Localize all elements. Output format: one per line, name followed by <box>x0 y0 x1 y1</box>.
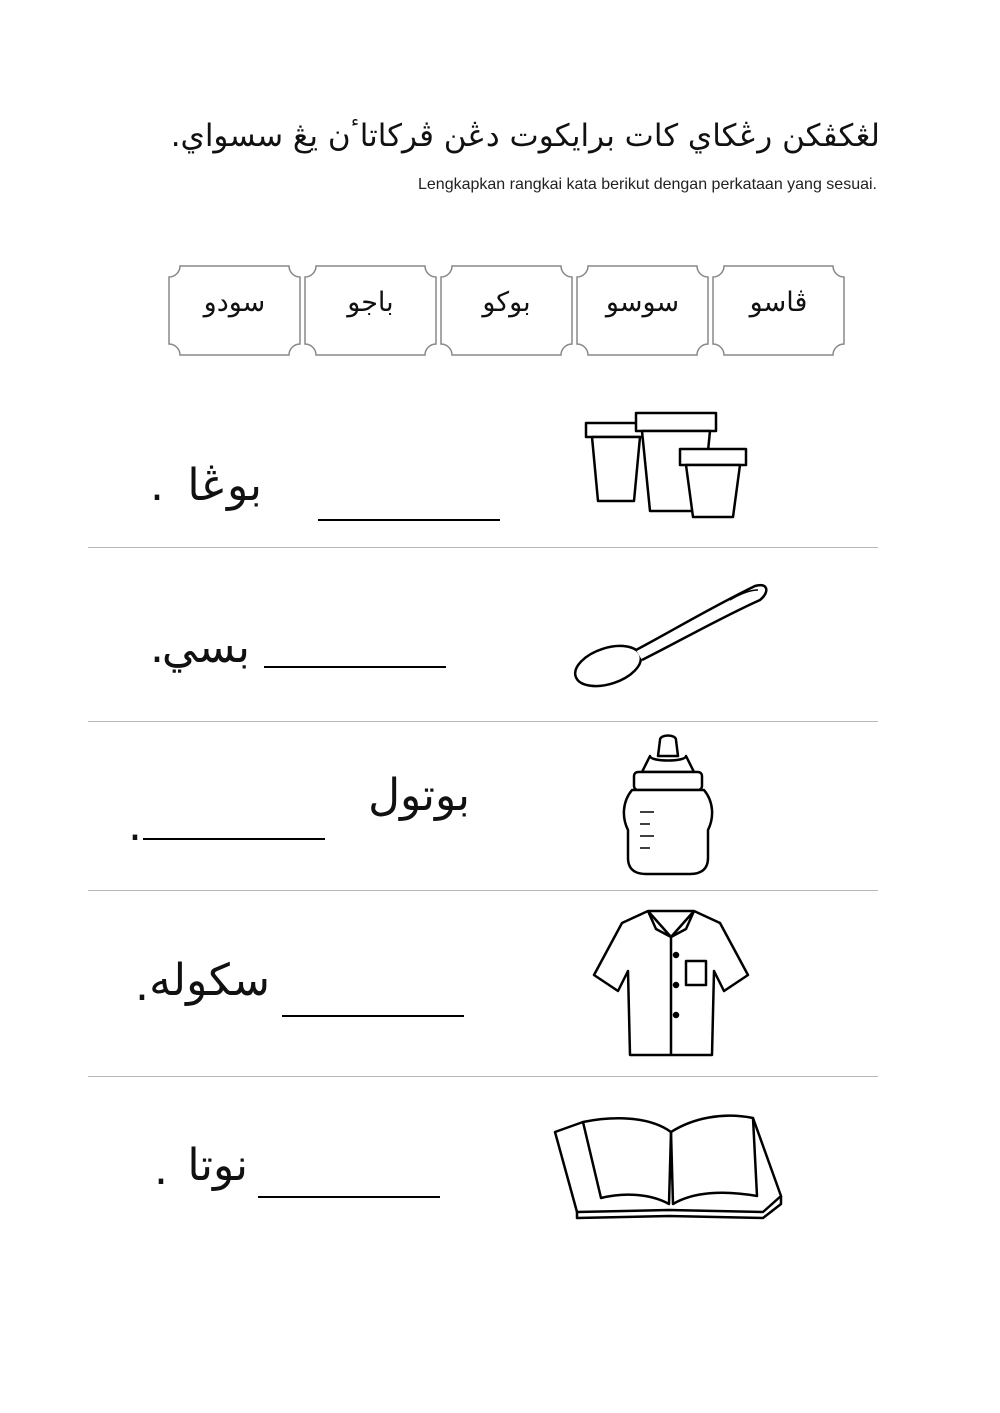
open-book-icon <box>553 1112 785 1224</box>
word-bank <box>167 265 847 356</box>
shirt-icon <box>590 903 752 1063</box>
answer-blank[interactable] <box>264 666 446 668</box>
answer-blank[interactable] <box>318 519 500 521</box>
sentence-period: . <box>154 1144 168 1195</box>
word-card[interactable] <box>304 265 437 356</box>
row-divider <box>88 721 878 722</box>
sentence-word: بوڠا <box>187 460 262 511</box>
sentence-word: سكوله <box>149 955 270 1006</box>
flower-pots-icon <box>580 405 755 525</box>
sentence-word: نوتا <box>187 1140 248 1191</box>
baby-bottle-icon <box>610 732 725 880</box>
word-card-label: سودو <box>203 287 266 318</box>
sentence-period: . <box>150 622 164 673</box>
sentence-word: بوتول <box>368 770 470 821</box>
word-card-label: سوسو <box>605 287 680 318</box>
row-divider <box>88 1076 878 1077</box>
sentence-period: . <box>128 800 142 851</box>
answer-blank[interactable] <box>258 1196 440 1198</box>
spoon-icon <box>570 578 775 693</box>
sentence-period: . <box>135 960 149 1011</box>
instruction-latin: Lengkapkan rangkai kata berikut dengan perkataan yang sesuai. <box>418 176 877 193</box>
word-card[interactable] <box>440 265 573 356</box>
sentence-period: . <box>150 460 164 511</box>
word-card-label: بوكو <box>482 287 531 318</box>
answer-blank[interactable] <box>282 1015 464 1017</box>
answer-blank[interactable] <box>143 838 325 840</box>
sentence-word: بسي <box>161 622 250 673</box>
word-card[interactable] <box>712 265 845 356</box>
word-card[interactable] <box>168 265 301 356</box>
row-divider <box>88 890 878 891</box>
word-card[interactable] <box>576 265 709 356</box>
instruction-jawi: لڠكڤكن رڠكاي كات برايكوت دڠن ڤركاتاٴن يڠ سسواي. <box>170 118 880 154</box>
word-card-label: ڤاسو <box>749 287 808 318</box>
word-card-label: باجو <box>347 287 394 318</box>
row-divider <box>88 547 878 548</box>
